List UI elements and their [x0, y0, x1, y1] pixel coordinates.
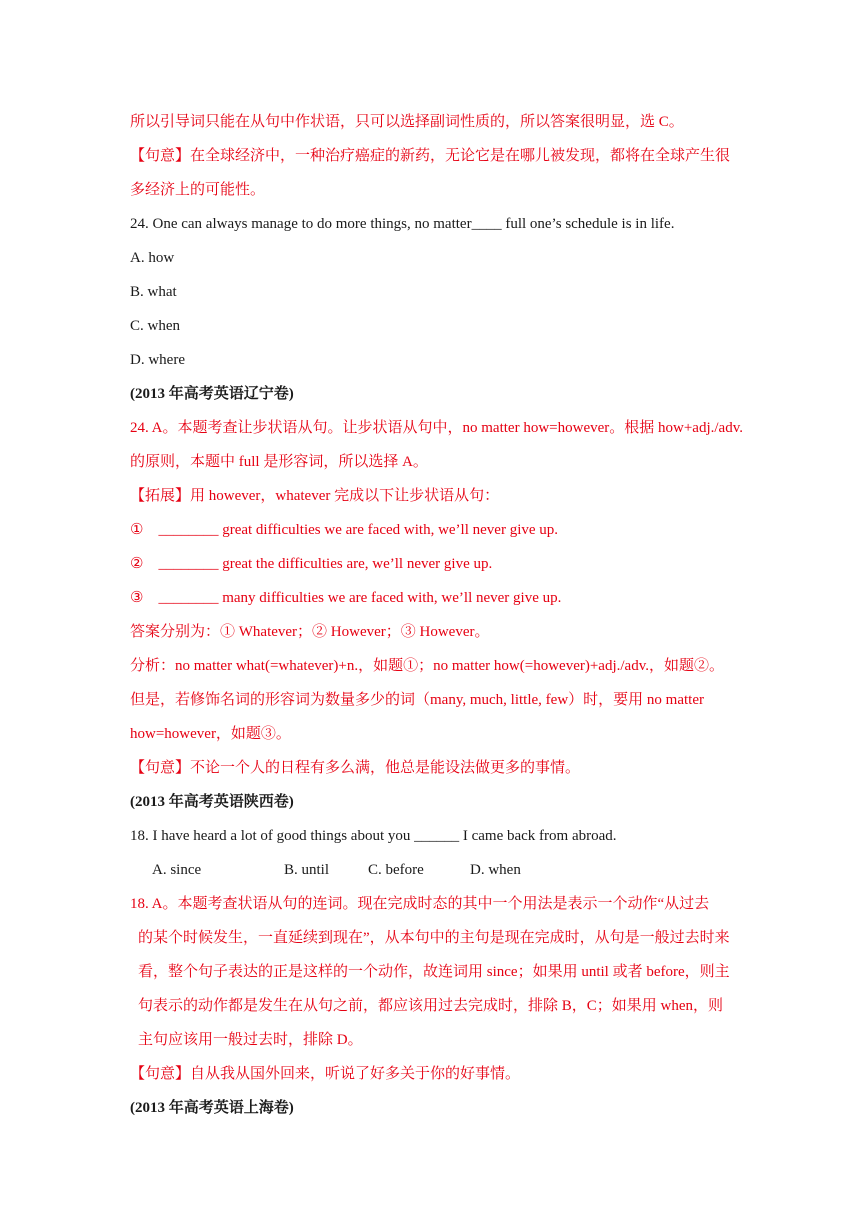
answer-explanation: 主句应该用一般过去时，排除 D。: [138, 1032, 363, 1048]
answer-explanation: 的某个时候发生，一直延续到现在”，从本句中的主句是现在完成时，从句是一般过去时来: [138, 930, 730, 946]
extension-item-3: ③ ________ many difficulties we are faced with, we’ll never give up.: [130, 590, 562, 606]
answer-explanation: 句表示的动作都是发生在从句之前，都应该用过去完成时，排除 B，C；如果用 when，则: [138, 998, 724, 1014]
option-a: A. since: [152, 862, 202, 878]
extension-item-2: ② ________ great the difficulties are, we’ll never give up.: [130, 556, 493, 572]
option-a: A. how: [130, 250, 175, 266]
answer-explanation: 的原则，本题中 full 是形容词，所以选择 A。: [130, 454, 428, 470]
question-24: 24. One can always manage to do more things, no matter____ full one’s schedule is in life.: [130, 216, 675, 232]
extension-heading: 【拓展】用 however，whatever 完成以下让步状语从句：: [130, 488, 500, 504]
answer-explanation: 看，整个句子表达的正是这样的一个动作，故连词用 since；如果用 until 或者 before，则主: [138, 964, 730, 980]
explanation-line: 所以引导词只能在从句中作状语，只可以选择副词性质的，所以答案很明显，选 C。: [130, 114, 684, 130]
option-c: C. when: [130, 318, 180, 334]
source-label: (2013 年高考英语陕西卷): [130, 794, 294, 810]
question-18-options: [152, 860, 762, 880]
sentence-meaning-line: 多经济上的可能性。: [130, 182, 266, 198]
question-18: 18. I have heard a lot of good things about you ______ I came back from abroad.: [130, 828, 617, 844]
extension-answers: 答案分别为：① Whatever；② However；③ However。: [130, 624, 490, 640]
option-c: C. before: [368, 862, 424, 878]
sentence-meaning-line: 【句意】在全球经济中，一种治疗癌症的新药，无论它是在哪儿被发现，都将在全球产生很: [130, 148, 731, 164]
source-label: (2013 年高考英语辽宁卷): [130, 386, 294, 402]
option-d: D. where: [130, 352, 185, 368]
option-b: B. until: [284, 862, 330, 878]
extension-item-1: ① ________ great difficulties we are faced with, we’ll never give up.: [130, 522, 559, 538]
option-d: D. when: [470, 862, 521, 878]
analysis-line: 分析：no matter what(=whatever)+n.，如题①；no matter how(=however)+adj./adv.，如题②。: [130, 658, 724, 674]
sentence-meaning-line: 【句意】自从我从国外回来，听说了好多关于你的好事情。: [130, 1066, 521, 1082]
answer-explanation: 18. A。本题考查状语从句的连词。现在完成时态的其中一个用法是表示一个动作“从过去: [130, 896, 710, 912]
analysis-line: 但是，若修饰名词的形容词为数量多少的词（many, much, little, few）时，要用 no matter: [130, 692, 704, 708]
sentence-meaning-line: 【句意】不论一个人的日程有多么满，他总是能设法做更多的事情。: [130, 760, 581, 776]
analysis-line: how=however，如题③。: [130, 726, 291, 742]
source-label: (2013 年高考英语上海卷): [130, 1100, 294, 1116]
answer-explanation: 24. A。本题考查让步状语从句。让步状语从句中，no matter how=however。根据 how+adj./adv.: [130, 420, 743, 436]
option-b: B. what: [130, 284, 177, 300]
